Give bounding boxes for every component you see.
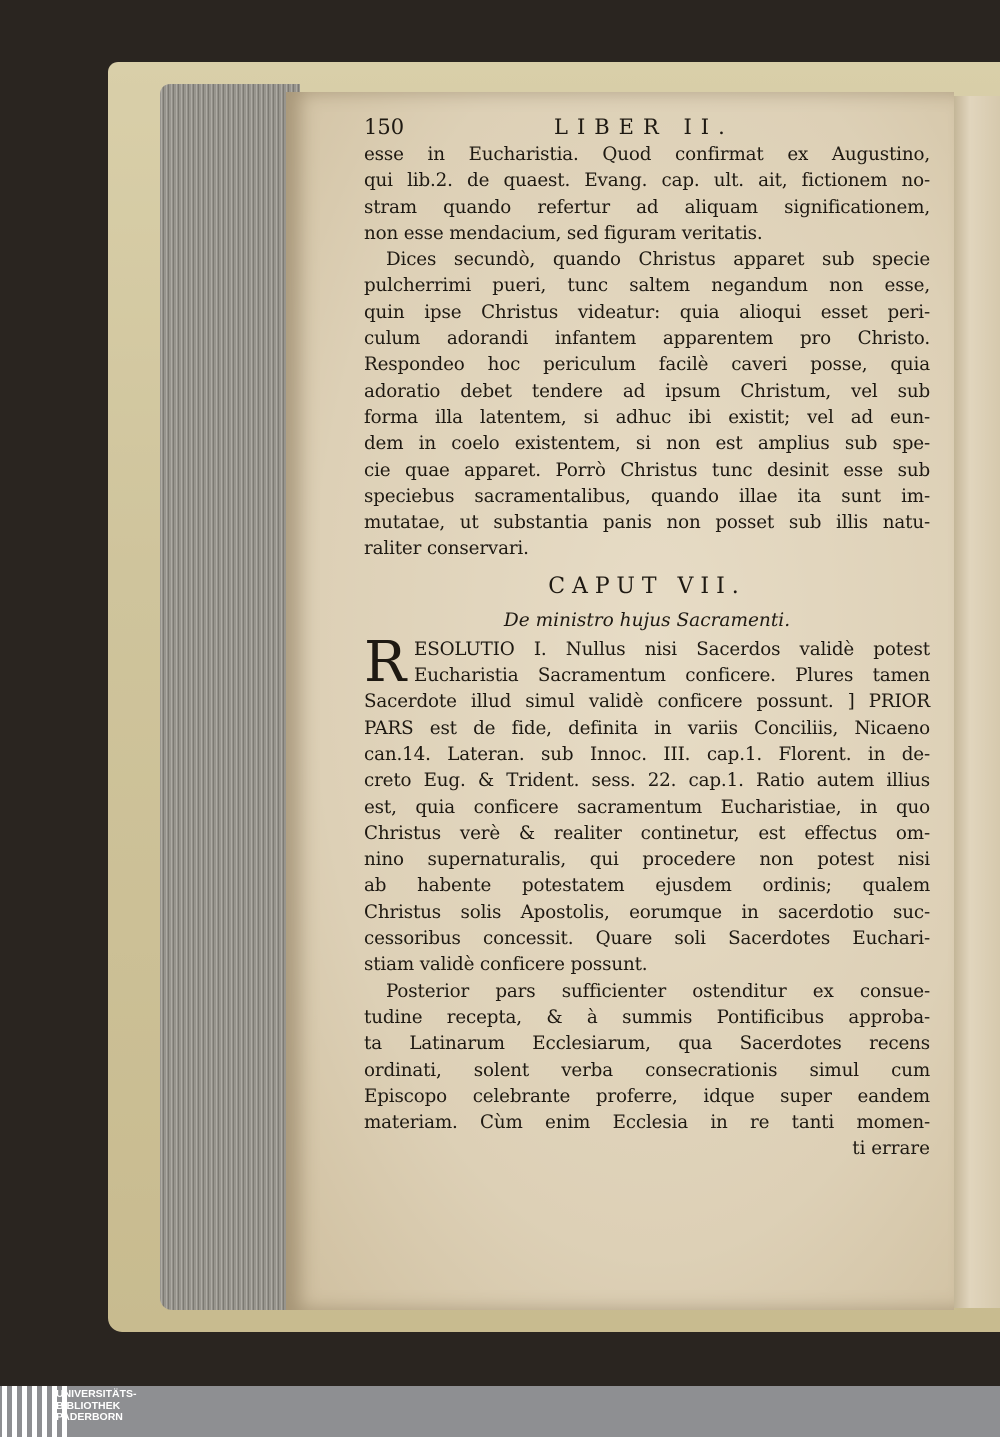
library-footer [0, 1386, 1000, 1437]
text-line: raliter conservari. [364, 538, 529, 560]
text-line: qui lib.2. de quaest. Evang. cap. ult. ait, fictionem no- [364, 170, 930, 192]
text-line: speciebus sacramentalibus, quando illae ita sunt im- [364, 485, 930, 507]
text-line: quin ipse Christus videatur: quia alioqui esset peri- [364, 301, 930, 323]
text-line: est, quia conficere sacramentum Eucharistiae, in quo [364, 796, 930, 818]
text-line: creto Eug. & Trident. sess. 22. cap.1. Ratio autem illius [364, 770, 930, 792]
text-line: Christus verè & realiter continetur, est effectus om- [364, 822, 930, 844]
text-line: cie quae apparet. Porrò Christus tunc desinit esse sub [364, 459, 930, 481]
page-edges [160, 84, 300, 1310]
text-line: stram quando refertur ad aliquam significationem, [364, 196, 930, 218]
text-line: forma illa latentem, si adhuc ibi existit; vel ad eun- [364, 406, 930, 428]
text-line: PARS est de fide, definita in variis Conciliis, Nicaeno [364, 717, 930, 739]
running-title: LIBER II. [554, 115, 734, 139]
catchword: ti errare [852, 1138, 930, 1160]
text-line: ab habente potestatem ejusdem ordinis; qualem [364, 875, 930, 897]
text-line: nino supernaturalis, qui procedere non potest nisi [364, 849, 930, 871]
drop-cap: R [364, 629, 407, 695]
text-line: ta Latinarum Ecclesiarum, qua Sacerdotes recens [364, 1033, 930, 1055]
chapter-subtitle: De ministro hujus Sacramenti. [503, 609, 791, 631]
text-line: can.14. Lateran. sub Innoc. III. cap.1. Florent. in de- [364, 743, 930, 765]
text-line: mutatae, ut substantia panis non posset sub illis natu- [364, 512, 930, 534]
page-number: 150 [364, 115, 405, 139]
text-line: esse in Eucharistia. Quod confirmat ex Augustino, [364, 144, 930, 165]
text-line: Sacerdote illud simul validè conficere possunt. ] PRIOR [364, 691, 930, 713]
text-line: Posterior pars sufficienter ostenditur ex consue- [386, 980, 930, 1002]
page-text [364, 112, 930, 1162]
library-name [56, 1389, 137, 1424]
text-line: non esse mendacium, sed figuram veritatis. [364, 222, 763, 244]
text-line: dem in coelo existentem, si non est amplius sub spe- [364, 433, 930, 455]
text-line: stiam validè conficere possunt. [364, 954, 648, 976]
text-line: tudine recepta, & à summis Pontificibus approba- [364, 1006, 930, 1028]
chapter-title: CAPUT VII. [548, 573, 746, 599]
text-line: Dices secundò, quando Christus apparet sub specie [386, 249, 930, 271]
text-line: Christus solis Apostolis, eorumque in sacerdotio suc- [364, 901, 930, 923]
library-name-line: UNIVERSITÄTS- [56, 1388, 137, 1400]
text-line: ordinati, solent verba consecrationis simul cum [364, 1059, 930, 1081]
library-name-line: PADERBORN [56, 1411, 123, 1423]
running-header [364, 112, 930, 142]
text-line: culum adorandi infantem apparentem pro Christo. [364, 328, 930, 350]
text-line: materiam. Cùm enim Ecclesia in re tanti momen- [364, 1112, 930, 1134]
text-line: Respondeo hoc periculum facilè caveri posse, quia [364, 354, 930, 376]
facing-page-edge [950, 96, 1000, 1308]
resolution-paragraph [364, 629, 930, 1137]
text-line: cessoribus concessit. Quare soli Sacerdotes Euchari- [364, 928, 930, 950]
text-line: adoratio debet tendere ad ipsum Christum, vel sub [364, 380, 930, 402]
text-line: Episcopo celebrante proferre, idque super eandem [364, 1085, 930, 1107]
text-line: Eucharistia Sacramentum conficere. Plures tamen [414, 665, 930, 687]
text-line: ESOLUTIO I. Nullus nisi Sacerdos validè potest [414, 638, 930, 660]
text-line: pulcherrimi pueri, tunc saltem negandum non esse, [364, 275, 930, 297]
paragraph-before-chapter [364, 142, 930, 563]
library-name-line: BIBLIOTHEK [56, 1399, 121, 1412]
